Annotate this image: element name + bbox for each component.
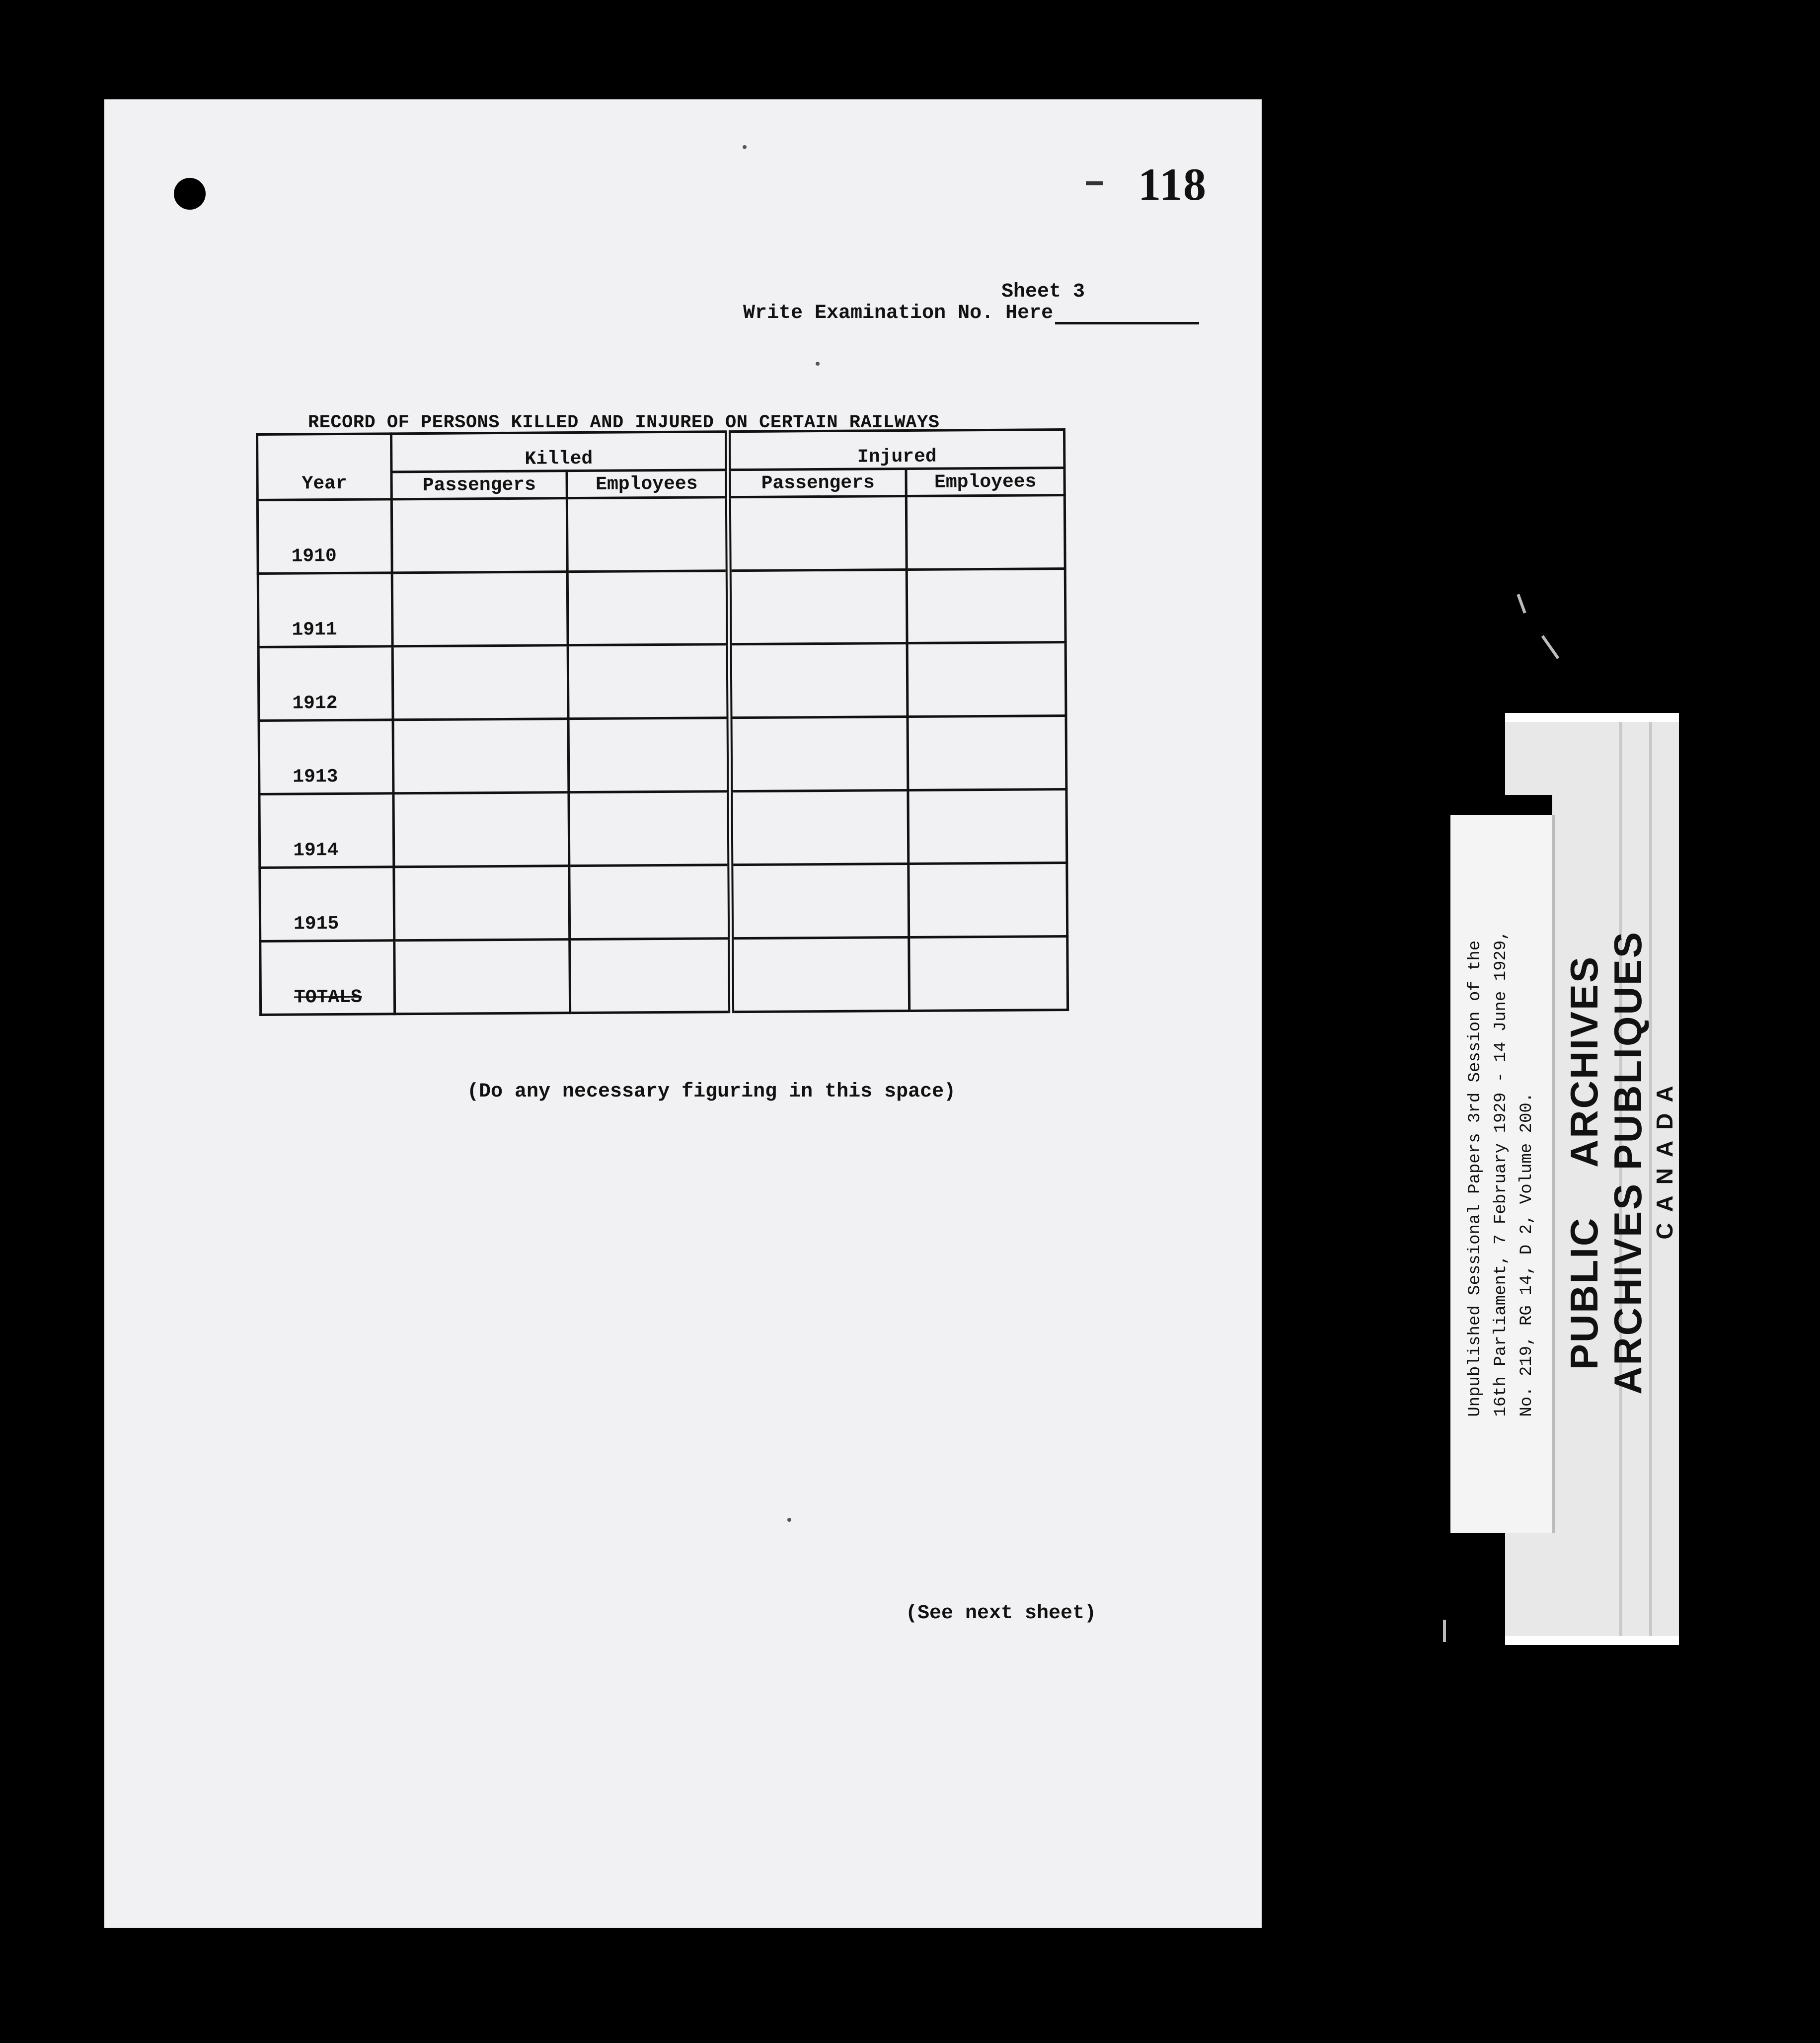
data-cell <box>392 572 568 646</box>
killed-employees-header: Employees <box>567 470 728 498</box>
killed-passengers-header: Passengers <box>391 471 567 499</box>
year-cell: 1914 <box>259 793 394 868</box>
data-cell <box>393 792 569 867</box>
sheet-label: Sheet 3 <box>1001 281 1085 303</box>
film-scratch <box>1517 594 1526 614</box>
page-number: 118 <box>1138 159 1207 210</box>
archives-stamp <box>1562 931 1679 1395</box>
archive-citation <box>1462 930 1540 1416</box>
data-cell <box>730 790 909 864</box>
figuring-note: (Do any necessary figuring in this space) <box>467 1081 956 1103</box>
year-cell: 1912 <box>258 646 393 721</box>
injured-employees-header: Employees <box>906 468 1064 496</box>
data-cell <box>730 864 909 938</box>
archives-word: ARCHIVES <box>1606 1182 1650 1395</box>
data-cell <box>906 495 1065 570</box>
citation-line: 16th Parliament, 7 February 1929 - 14 June 1929, <box>1492 930 1511 1417</box>
data-cell <box>728 496 907 571</box>
document-sheet <box>104 99 1262 1928</box>
data-cell <box>907 642 1066 717</box>
archives-line-1 <box>1562 931 1606 1395</box>
archives-line-2 <box>1606 931 1650 1395</box>
table-row <box>258 642 1066 721</box>
paper-speck <box>787 1518 791 1522</box>
data-cell <box>909 937 1068 1011</box>
data-cell <box>567 497 729 572</box>
data-cell <box>908 716 1066 790</box>
year-header: Year <box>257 434 392 500</box>
data-cell <box>394 940 570 1014</box>
injured-passengers-header: Passengers <box>728 469 906 497</box>
table-row <box>258 569 1065 647</box>
exam-number-blank <box>1055 303 1199 324</box>
film-scratch <box>1541 635 1559 659</box>
paper-speck <box>743 145 747 149</box>
injured-header: Injured <box>728 430 1064 470</box>
archives-word: PUBLIQUES <box>1606 931 1650 1171</box>
year-cell: 1913 <box>259 720 393 794</box>
data-cell <box>907 569 1065 643</box>
data-cell <box>568 644 730 719</box>
exam-number-line <box>743 302 1199 324</box>
table-row <box>259 789 1067 868</box>
data-cell <box>731 937 910 1012</box>
data-cell <box>569 865 731 940</box>
data-cell <box>909 863 1067 938</box>
data-cell <box>392 645 568 720</box>
data-cell <box>730 716 909 791</box>
killed-header: Killed <box>391 432 728 472</box>
archives-line-3: CANADA <box>1652 1075 1677 1240</box>
table-title: RECORD OF PERSONS KILLED AND INJURED ON CERTAIN RAILWAYS <box>308 412 940 433</box>
data-cell <box>570 939 731 1013</box>
table-row <box>259 716 1066 794</box>
exam-instruction: Write Examination No. Here <box>743 302 1054 324</box>
page-number-dash <box>1086 181 1103 185</box>
data-cell <box>729 570 908 644</box>
year-cell: 1915 <box>260 867 394 942</box>
film-scratch <box>1443 1620 1446 1642</box>
citation-line: Unpublished Sessional Papers 3rd Session of the <box>1466 940 1485 1417</box>
next-sheet-note: (See next sheet) <box>906 1602 1097 1625</box>
table-row <box>260 863 1067 942</box>
data-cell <box>729 643 908 717</box>
data-cell <box>568 718 730 792</box>
archives-word: PUBLIC <box>1562 1216 1606 1370</box>
year-cell: 1911 <box>258 573 392 647</box>
archives-word: ARCHIVES <box>1562 955 1606 1168</box>
table-row <box>260 937 1068 1015</box>
year-cell: 1910 <box>257 499 392 574</box>
data-cell <box>394 866 570 941</box>
data-cell <box>393 719 569 793</box>
data-cell <box>569 791 730 866</box>
citation-line: No. 219, RG 14, D 2, Volume 200. <box>1517 1092 1536 1417</box>
data-cell <box>908 789 1067 864</box>
table-row <box>257 495 1065 574</box>
paper-speck <box>816 362 820 366</box>
data-cell <box>391 498 567 573</box>
totals-cell: TOTALS <box>260 941 395 1015</box>
punch-hole <box>174 178 206 210</box>
record-table <box>256 428 1069 1016</box>
data-cell <box>568 571 729 645</box>
